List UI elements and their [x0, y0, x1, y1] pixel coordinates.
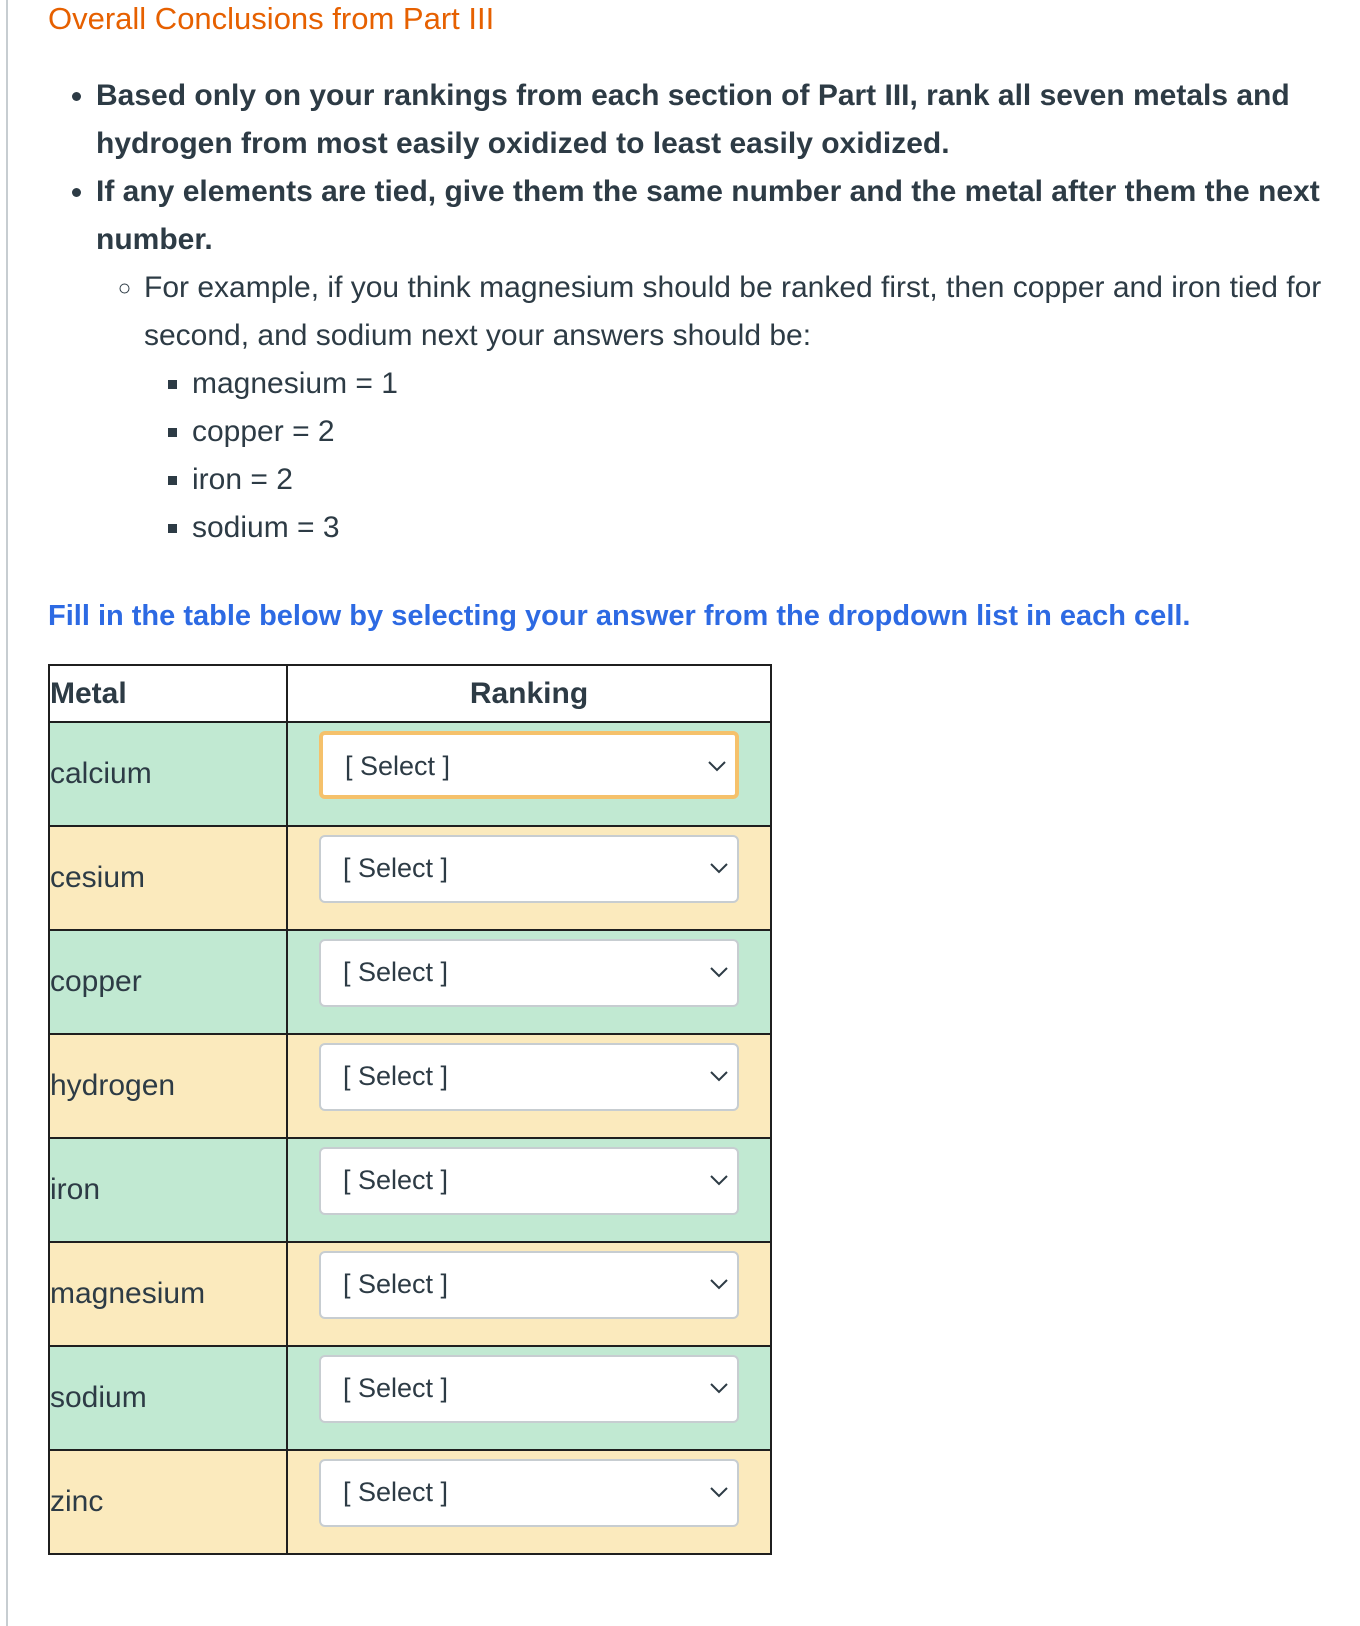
ranking-dropdown-copper[interactable]: [319, 939, 739, 1007]
chevron-down-icon: [709, 965, 729, 979]
table-row: [49, 722, 771, 826]
ranking-cell: [287, 722, 771, 826]
instruction-bullet: • Based only on your rankings from each section of Part III, rank all seven metals and hydrogen from most easily oxidized to least easily oxidized.: [96, 72, 1338, 168]
dropdown-value: [ Select ]: [343, 1269, 449, 1299]
dropdown-value: [ Select ]: [343, 1373, 449, 1403]
chevron-down-icon: [709, 861, 729, 875]
example-item: ▪ magnesium = 1: [192, 360, 1338, 408]
ranking-dropdown-cesium[interactable]: [319, 835, 739, 903]
example-item: ▪ iron = 2: [192, 456, 1338, 504]
ranking-cell: [287, 930, 771, 1034]
metal-name: magnesium: [49, 1242, 287, 1346]
ranking-dropdown-calcium[interactable]: [319, 731, 739, 799]
table-row: [49, 1242, 771, 1346]
ranking-dropdown-iron[interactable]: [319, 1147, 739, 1215]
ranking-cell: [287, 1138, 771, 1242]
dropdown-value: [ Select ]: [343, 1165, 449, 1195]
example-intro: [144, 264, 1338, 552]
dropdown-value: [ Select ]: [343, 853, 449, 883]
chevron-down-icon: [709, 1381, 729, 1395]
dropdown-value: [ Select ]: [343, 1061, 449, 1091]
example-list: [96, 264, 1338, 552]
dropdown-value: [ Select ]: [343, 1477, 449, 1507]
ranking-dropdown-hydrogen[interactable]: [319, 1043, 739, 1111]
chevron-down-icon: [709, 1485, 729, 1499]
ranking-cell: [287, 1034, 771, 1138]
metal-name: iron: [49, 1138, 287, 1242]
table-row: [49, 826, 771, 930]
chevron-down-icon: [709, 1069, 729, 1083]
chevron-down-icon: [707, 759, 727, 773]
example-items-list: [144, 360, 1338, 552]
ranking-dropdown-zinc[interactable]: [319, 1459, 739, 1527]
table-row: [49, 1346, 771, 1450]
header-ranking: Ranking: [287, 665, 771, 722]
instruction-bullet-text: If any elements are tied, give them the same number and the metal after them the next number.: [96, 175, 1320, 256]
metal-name: copper: [49, 930, 287, 1034]
ranking-cell: [287, 1450, 771, 1554]
chevron-down-icon: [709, 1277, 729, 1291]
ranking-cell: [287, 826, 771, 930]
table-row: [49, 1138, 771, 1242]
table-header-row: [49, 665, 771, 722]
chevron-down-icon: [709, 1173, 729, 1187]
example-item: ▪ sodium = 3: [192, 504, 1338, 552]
section-heading: Overall Conclusions from Part III: [48, 1, 495, 36]
left-border-rule: [6, 0, 8, 1626]
table-instruction: Fill in the table below by selecting your answer from the dropdown list in each cell.: [48, 600, 1191, 632]
ranking-dropdown-sodium[interactable]: [319, 1355, 739, 1423]
instruction-bullet: [96, 168, 1338, 552]
ranking-cell: [287, 1242, 771, 1346]
table-row: [49, 1450, 771, 1554]
instructions-list: [48, 72, 1338, 552]
example-intro-text: For example, if you think magnesium should be ranked first, then copper and iron tied for second, and sodium next your answers should be:: [144, 271, 1322, 352]
ranking-dropdown-magnesium[interactable]: [319, 1251, 739, 1319]
table-row: [49, 1034, 771, 1138]
metal-name: calcium: [49, 722, 287, 826]
header-metal: Metal: [49, 665, 287, 722]
metal-name: sodium: [49, 1346, 287, 1450]
metal-name: hydrogen: [49, 1034, 287, 1138]
example-item: ▪ copper = 2: [192, 408, 1338, 456]
dropdown-value: [ Select ]: [345, 751, 451, 781]
ranking-cell: [287, 1346, 771, 1450]
dropdown-value: [ Select ]: [343, 957, 449, 987]
ranking-table: [48, 664, 772, 1555]
content-area: [48, 0, 1338, 1555]
table-row: [49, 930, 771, 1034]
metal-name: cesium: [49, 826, 287, 930]
metal-name: zinc: [49, 1450, 287, 1554]
